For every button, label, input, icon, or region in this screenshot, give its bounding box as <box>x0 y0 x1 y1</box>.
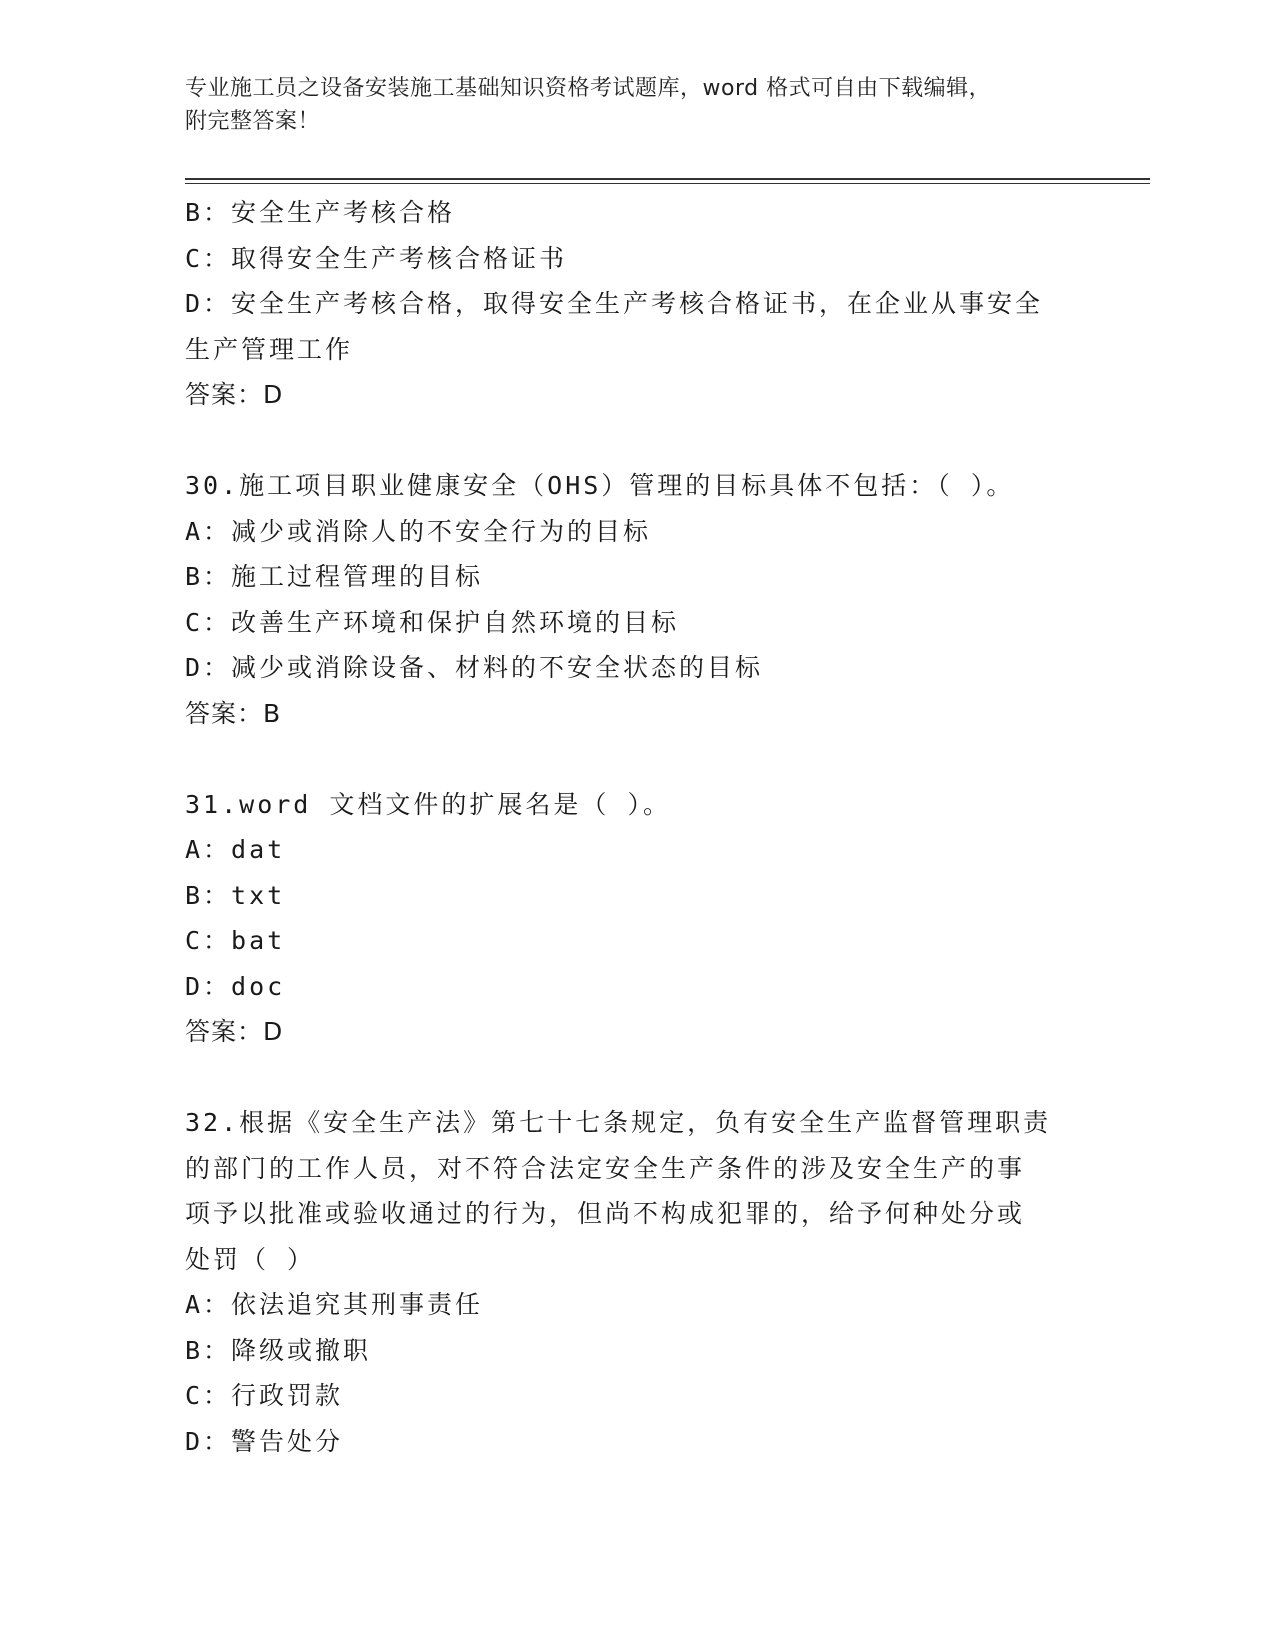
question-32 <box>185 1100 1065 1464</box>
question-stem: 30.施工项目职业健康安全（OHS）管理的目标具体不包括：（ ）。 <box>185 471 1015 500</box>
document-header <box>185 72 1065 138</box>
question-stem: 31.word 文档文件的扩展名是（ ）。 <box>185 789 671 819</box>
option-d: D：警告处分 <box>185 1426 344 1456</box>
option-a: A：依法追究其刑事责任 <box>185 1290 484 1319</box>
spacer <box>185 1055 1065 1101</box>
question-31 <box>185 782 1065 1055</box>
option-b: B：降级或撤职 <box>185 1335 372 1365</box>
option-c: C：改善生产环境和保护自然环境的目标 <box>185 607 680 637</box>
option-b: B：施工过程管理的目标 <box>185 562 484 591</box>
option-c: C：bat <box>185 926 286 955</box>
question-29-tail <box>185 190 1065 418</box>
option-c: C：行政罚款 <box>185 1381 344 1410</box>
spacer <box>185 736 1065 782</box>
answer: 答案：D <box>185 1017 284 1046</box>
header-divider-thin <box>185 183 1150 184</box>
header-line-2: 附完整答案！ <box>185 109 321 134</box>
option-d-continued: 生产管理工作 <box>185 334 354 364</box>
spacer <box>185 418 1065 464</box>
option-d: D：减少或消除设备、材料的不安全状态的目标 <box>185 653 764 682</box>
header-divider-thick <box>185 178 1150 180</box>
answer: 答案：D <box>185 380 284 409</box>
question-stem-continued: 处罚（ ） <box>185 1244 316 1274</box>
option-a: A：dat <box>185 835 286 864</box>
question-stem-continued: 的部门的工作人员，对不符合法定安全生产条件的涉及安全生产的事 <box>185 1153 1026 1183</box>
question-30 <box>185 463 1065 736</box>
header-line-1: 专业施工员之设备安装施工基础知识资格考试题库，word 格式可自由下载编辑， <box>185 76 992 101</box>
answer: 答案：B <box>185 698 282 728</box>
question-stem: 32.根据《安全生产法》第七十七条规定，负有安全生产监督管理职责 <box>185 1108 1052 1137</box>
option-d: D：安全生产考核合格，取得安全生产考核合格证书，在企业从事安全 <box>185 289 1044 318</box>
option-b: B：txt <box>185 880 286 910</box>
question-stem-continued: 项予以批准或验收通过的行为，但尚不构成犯罪的，给予何种处分或 <box>185 1199 1026 1228</box>
question-content <box>185 190 1065 1464</box>
option-d: D：doc <box>185 971 286 1001</box>
option-b: B：安全生产考核合格 <box>185 198 456 227</box>
option-c: C：取得安全生产考核合格证书 <box>185 243 568 273</box>
option-a: A：减少或消除人的不安全行为的目标 <box>185 516 652 546</box>
